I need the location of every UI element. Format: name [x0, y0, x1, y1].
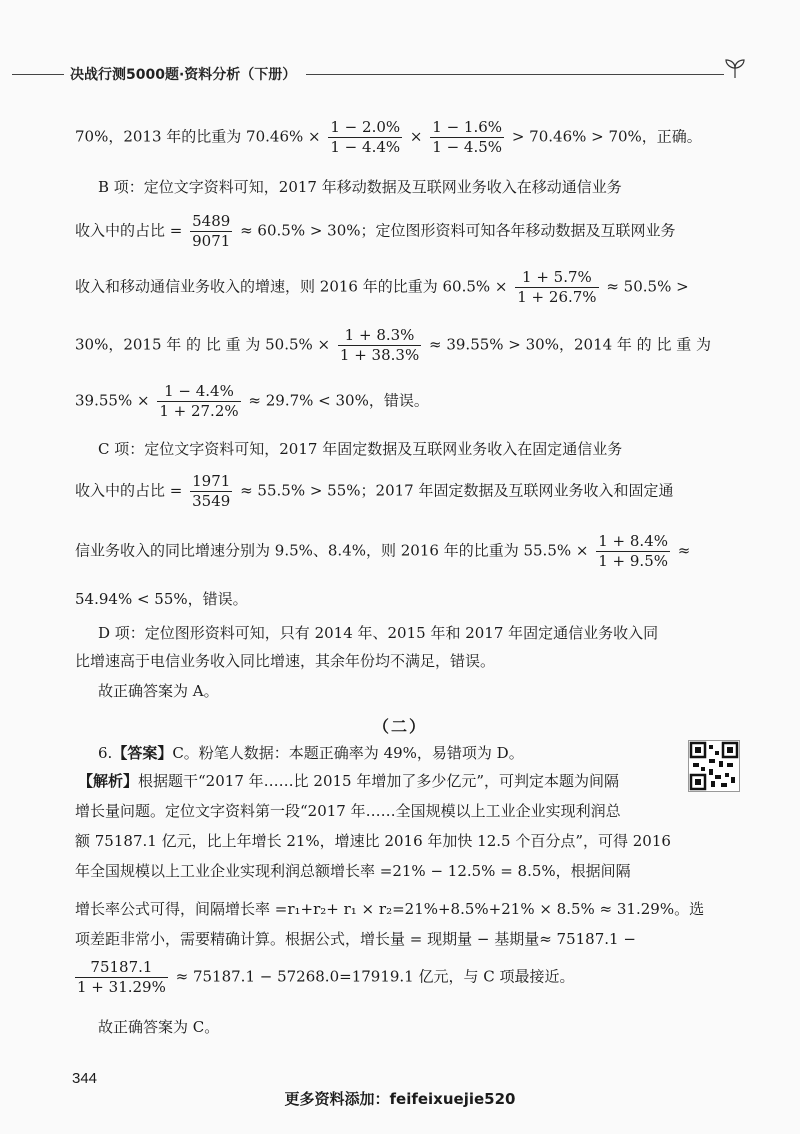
answer-line: 故正确答案为 C。 [98, 1018, 220, 1036]
fraction: $\frac{1971}{3549}$ [192, 472, 231, 510]
text-line: 39.55% × $\frac{1 - 4.4\%}{1 + 27.2\%}$ ≈ 29.7% < 30%，错误。 [75, 382, 429, 420]
analysis-line: $\frac{75187.1}{1 + 31.29\%}$ ≈ 75187.1 − 57268.0=17919.1 亿元，与 C 项最接近。 [77, 958, 575, 996]
analysis-line: 【解析】根据题干“2017 年……比 2015 年增加了多少亿元”，可判定本题为间隔 [78, 772, 620, 790]
question-answer-line: 6.【答案】C。粉笔人数据：本题正确率为 49%，易错项为 D。 [98, 744, 524, 762]
text-line: 54.94% < 55%，错误。 [75, 590, 248, 608]
page-number: 344 [72, 1070, 98, 1087]
option-c-line: C 项：定位文字资料可知，2017 年固定数据及互联网业务收入在固定通信业务 [98, 440, 623, 458]
fraction: $\frac{1 - 2.0\%}{1 - 4.4\%}$ [330, 118, 401, 156]
text-line: 比增速高于电信业务收入同比增速，其余年份均不满足，错误。 [75, 652, 496, 670]
fraction: $\frac{75187.1}{1 + 31.29\%}$ [77, 958, 166, 996]
fraction: $\frac{1 - 1.6\%}{1 - 4.5\%}$ [432, 118, 503, 156]
text-line: 收入中的占比 = $\frac{5489}{9071}$ ≈ 60.5% > 30%；定位图形资料可知各年移动数据及互联网业务 [75, 212, 676, 250]
text-line: 30%，2015 年 的 比 重 为 50.5% × $\frac{1 + 8.3\%}{1 + 38.3\%}$ ≈ 39.55% > 30%，2014 年 的 比 重 为 [75, 326, 711, 364]
qr-code-icon [688, 740, 740, 792]
leaf-icon [722, 58, 748, 80]
analysis-line: 年全国规模以上工业企业实现利润总额增长率 =21% − 12.5% = 8.5%，根据间隔 [75, 862, 631, 880]
fraction: $\frac{1 - 4.4\%}{1 + 27.2\%}$ [159, 382, 239, 420]
header-title: 决战行测5000题·资料分析（下册） [70, 67, 297, 83]
text-line: 收入和移动通信业务收入的增速，则 2016 年的比重为 60.5% × $\frac{1 + 5.7\%}{1 + 26.7\%}$ ≈ 50.5% > [75, 268, 689, 306]
text-line: 70%，2013 年的比重为 70.46% × $\frac{1 - 2.0\%}{1 - 4.4\%}$ × $\frac{1 - 1.6\%}{1 - 4.5\%}$ > 70.46% > 70%，正确。 [75, 118, 702, 156]
analysis-line: 额 75187.1 亿元，比上年增长 21%，增速比 2016 年加快 12.5 个百分点”，可得 2016 [75, 832, 671, 850]
text-line: 收入中的占比 = $\frac{1971}{3549}$ ≈ 55.5% > 55%；2017 年固定数据及互联网业务收入和固定通 [75, 472, 674, 510]
page-header [0, 60, 800, 88]
analysis-line: 增长量问题。定位文字资料第一段“2017 年……全国规模以上工业企业实现利润总 [75, 802, 621, 820]
option-d-line: D 项：定位图形资料可知，只有 2014 年、2015 年和 2017 年固定通信业务收入同 [98, 624, 659, 642]
option-b-line: B 项：定位文字资料可知，2017 年移动数据及互联网业务收入在移动通信业务 [98, 178, 622, 196]
fraction: $\frac{5489}{9071}$ [192, 212, 231, 250]
header-rule-left [12, 74, 64, 75]
text-line: 信业务收入的同比增速分别为 9.5%、8.4%，则 2016 年的比重为 55.5% × $\frac{1 + 8.4\%}{1 + 9.5\%}$ ≈ [75, 532, 691, 570]
fraction: $\frac{1 + 8.4\%}{1 + 9.5\%}$ [598, 532, 668, 570]
answer-line: 故正确答案为 A。 [98, 682, 219, 700]
analysis-line: 增长率公式可得，间隔增长率 =r₁+r₂+ r₁ × r₂=21%+8.5%+21% × 8.5% ≈ 31.29%。选 [75, 900, 705, 918]
footer-note: 更多资料添加：feifeixuejie520 [284, 1090, 516, 1108]
section-heading: （二） [372, 717, 427, 736]
header-rule-right [306, 74, 724, 75]
analysis-line: 项差距非常小，需要精确计算。根据公式，增长量 = 现期量 − 基期量≈ 75187.1 − [75, 930, 636, 948]
fraction: $\frac{1 + 5.7\%}{1 + 26.7\%}$ [517, 268, 597, 306]
fraction: $\frac{1 + 8.3\%}{1 + 38.3\%}$ [339, 326, 420, 364]
